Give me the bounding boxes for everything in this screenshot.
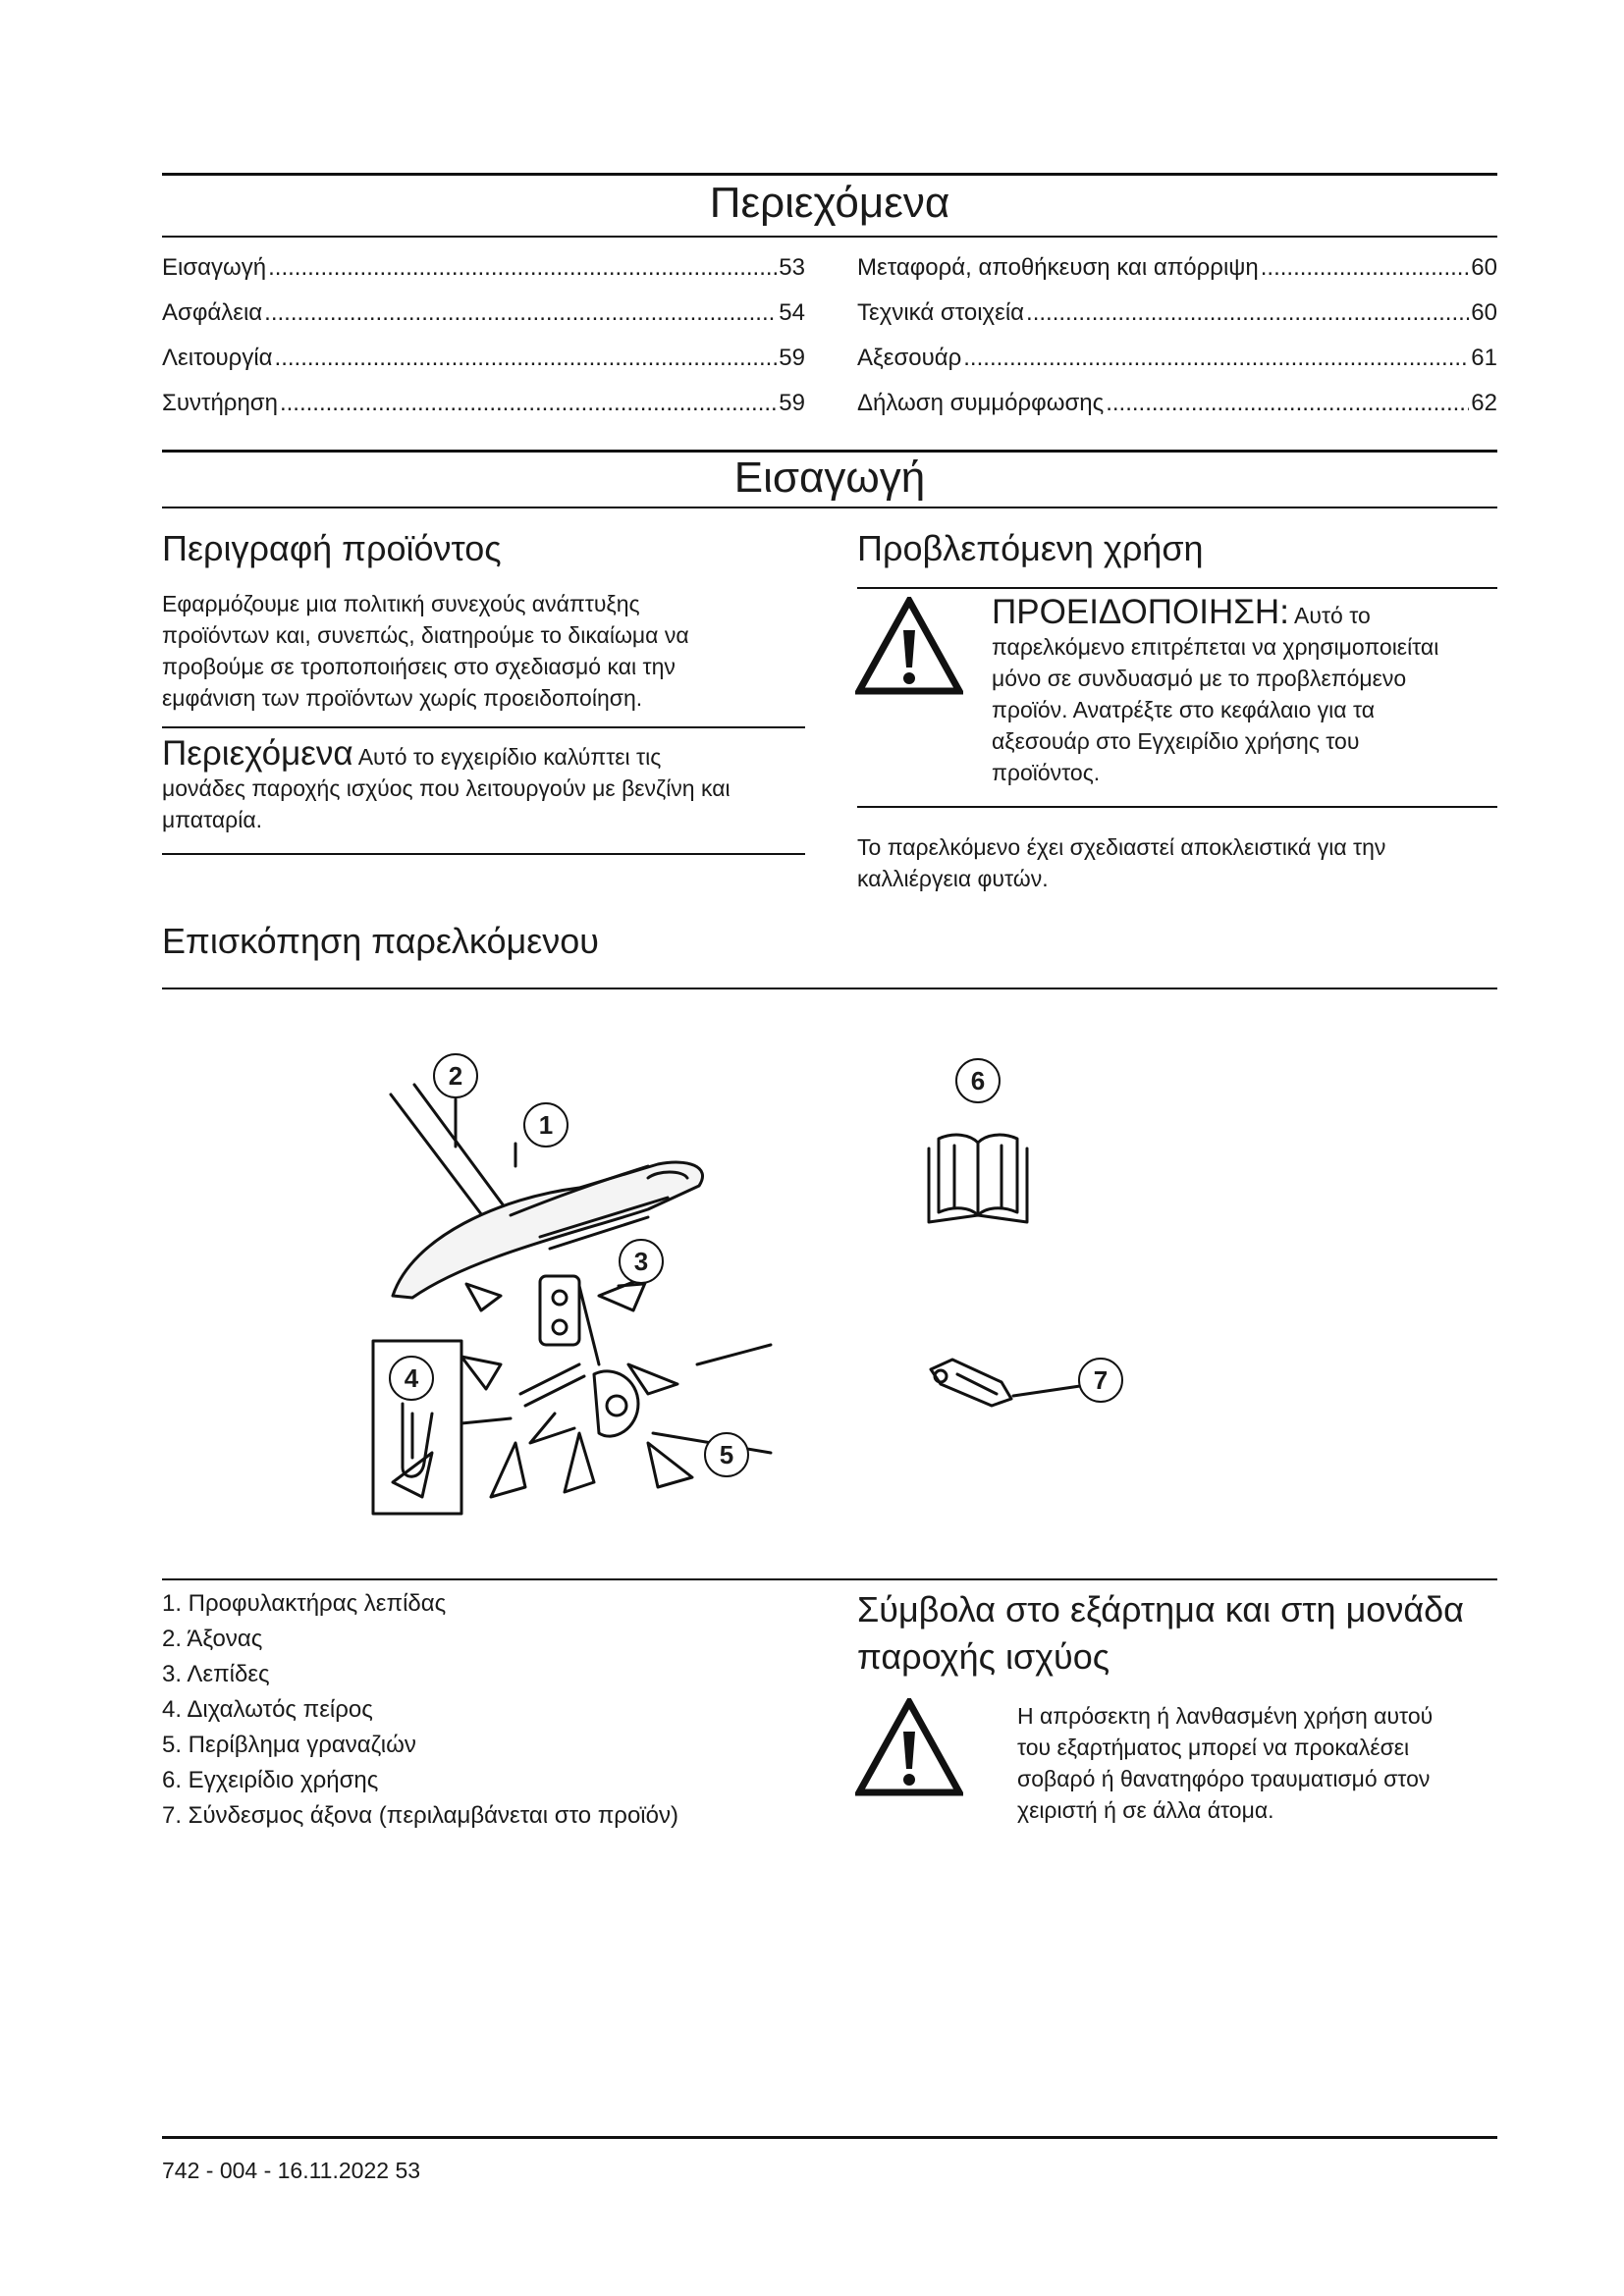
callout-3: 3 (619, 1239, 664, 1284)
legend-item: 2. Άξονας (162, 1626, 263, 1652)
callout-1: 1 (523, 1102, 568, 1148)
product-description-heading: Περιγραφή προϊόντος (162, 528, 502, 568)
toc-page: 59 (779, 345, 805, 371)
intended-use-note: Το παρελκόμενο έχει σχεδιαστεί αποκλειστικά για την καλλιέργεια φυτών. (857, 834, 1386, 891)
toc-top-rule (162, 173, 1497, 176)
toc-page: 60 (1471, 254, 1497, 281)
legend-item: 4. Διχαλωτός πείρος (162, 1696, 373, 1723)
symbols-heading: Σύμβολα στο εξάρτημα και στη μονάδα παροχής ισχύος (857, 1589, 1464, 1677)
toc-item-maintenance[interactable] (162, 390, 805, 417)
warning-text: ΠΡΟΕΙΔΟΠΟΙΗΣΗ: Αυτό το παρελκόμενο επιτρέπεται να χρησιμοποιείται μόνο σε συνδυασμό με το προβλεπόμενο προϊόν. Ανατρέξτε στο κεφάλαιο για τα αξεσουάρ στο Εγχειρίδιο χρήσης του προϊόντος. (992, 593, 1439, 785)
footer (162, 2158, 420, 2184)
toc-label: Συντήρηση (162, 390, 278, 416)
toc-page: 62 (1471, 390, 1497, 416)
product-description-text: Εφαρμόζουμε μια πολιτική συνεχούς ανάπτυξης προϊόντων και, συνεπώς, διατηρούμε το δικαίωμα να προβούμε σε τροποποιήσεις στο σχεδιασμό και την εμφάνιση των προϊόντων χωρίς προειδοποίηση. (162, 591, 689, 711)
toc-page: 53 (779, 254, 805, 281)
overview-heading: Επισκόπηση παρελκόμενου (162, 921, 599, 961)
toc-item-accessories[interactable] (857, 345, 1497, 372)
legend-item: 3. Λεπίδες (162, 1661, 270, 1687)
footer-code: 742 - 004 - 16.11.2022 (162, 2158, 390, 2183)
toc-label: Δήλωση συμμόρφωσης (857, 390, 1105, 416)
callout-4: 4 (389, 1356, 434, 1401)
attachment-illustration (353, 1041, 1159, 1551)
toc-label: Τεχνικά στοιχεία (857, 299, 1025, 326)
legend-item: 5. Περίβλημα γραναζιών (162, 1732, 416, 1758)
divider (162, 988, 1497, 989)
legend-item: 7. Σύνδεσμος άξονα (περιλαμβάνεται στο προϊόν) (162, 1802, 678, 1829)
toc-label: Λειτουργία (162, 345, 273, 371)
callout-6: 6 (955, 1058, 1001, 1103)
warning-icon (855, 1698, 963, 1796)
toc-item-technical-data[interactable] (857, 299, 1497, 327)
toc-page: 61 (1471, 345, 1497, 371)
toc-item-intro[interactable] (162, 254, 805, 282)
intro-top-rule (162, 450, 1497, 453)
callout-7: 7 (1078, 1358, 1123, 1403)
callout-5: 5 (704, 1432, 749, 1477)
toc-page: 59 (779, 390, 805, 416)
legend-item: 6. Εγχειρίδιο χρήσης (162, 1767, 379, 1793)
warning-icon (855, 597, 963, 695)
toc-label: Εισαγωγή (162, 254, 267, 281)
intro-title-rule (162, 507, 1497, 508)
divider (857, 806, 1497, 808)
toc-page: 54 (779, 299, 805, 326)
toc-item-operation[interactable] (162, 345, 805, 372)
toc-title: Περιεχόμενα (709, 179, 950, 227)
intended-use-heading: Προβλεπόμενη χρήση (857, 528, 1204, 568)
footer-rule (162, 2136, 1497, 2139)
intro-title: Εισαγωγή (733, 454, 926, 502)
toc-item-transport[interactable] (857, 254, 1497, 282)
legend-item: 1. Προφυλακτήρας λεπίδας (162, 1590, 447, 1617)
toc-item-declaration[interactable] (857, 390, 1497, 417)
contents-heading: Περιεχόμενα (162, 734, 353, 773)
toc-title-rule (162, 236, 1497, 238)
divider (162, 853, 805, 855)
toc-label: Μεταφορά, αποθήκευση και απόρριψη (857, 254, 1259, 281)
toc-item-safety[interactable] (162, 299, 805, 327)
callout-2: 2 (433, 1053, 478, 1098)
divider (162, 1578, 1497, 1580)
contents-paragraph: Περιεχόμενα Αυτό το εγχειρίδιο καλύπτει τις μονάδες παροχής ισχύος που λειτουργούν με βενζίνη και μπαταρία. (162, 734, 731, 832)
symbols-text: Η απρόσεκτη ή λανθασμένη χρήση αυτού του εξαρτήματος μπορεί να προκαλέσει σοβαρό ή θανατηφόρο τραυματισμό στον χειριστή ή σε άλλα άτομα. (1017, 1703, 1434, 1823)
footer-page-number: 53 (395, 2158, 421, 2183)
toc-page: 60 (1471, 299, 1497, 326)
toc-label: Αξεσουάρ (857, 345, 962, 371)
toc-label: Ασφάλεια (162, 299, 263, 326)
divider (857, 587, 1497, 589)
divider (162, 726, 805, 728)
warning-title: ΠΡΟΕΙΔΟΠΟΙΗΣΗ: (992, 593, 1289, 631)
